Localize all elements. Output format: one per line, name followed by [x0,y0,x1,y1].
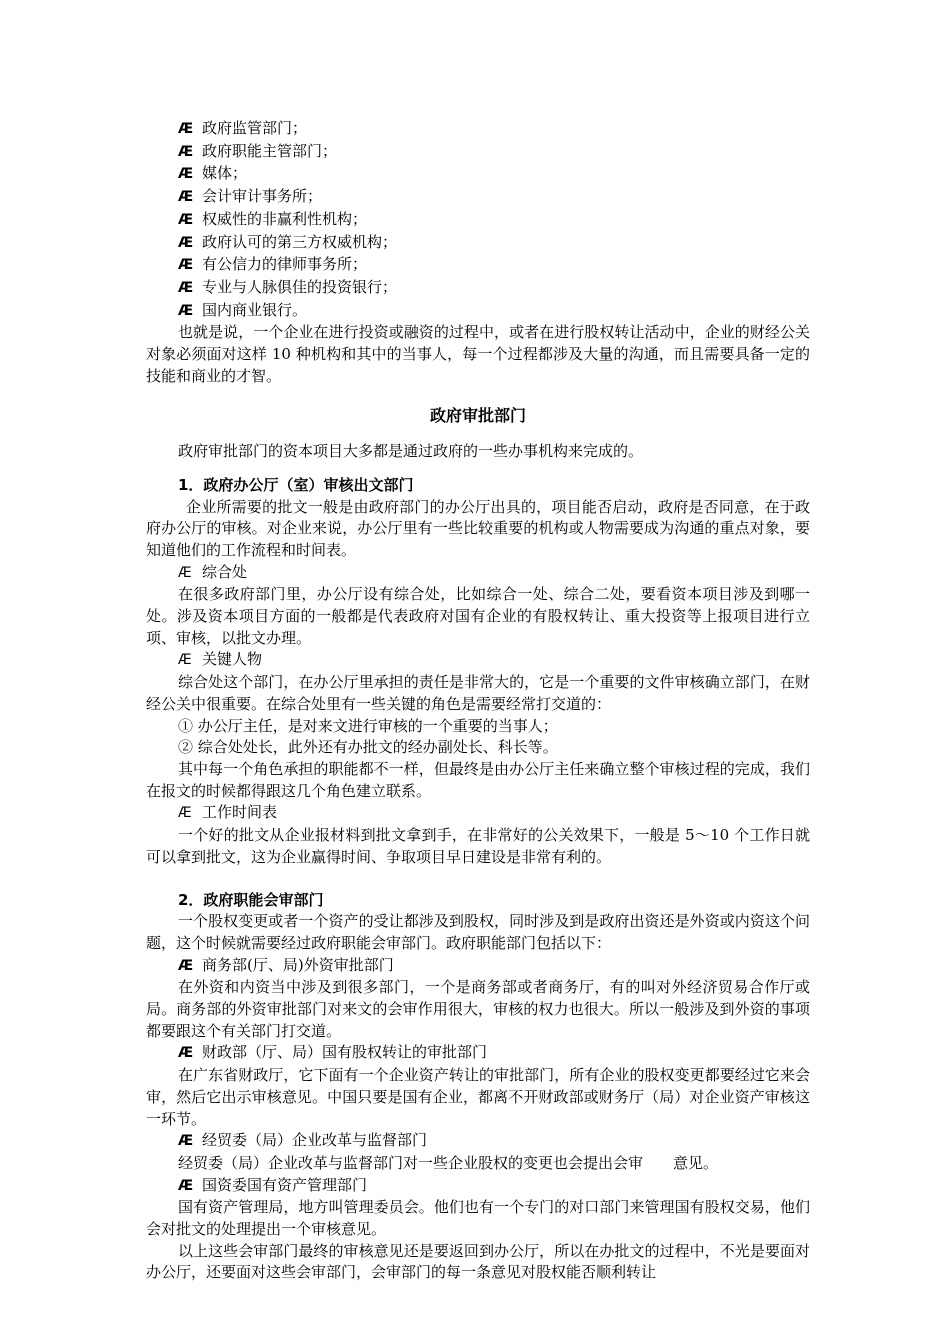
part1-sub1-text: 在很多政府部门里，办公厅设有综合处，比如综合一处、综合二处，要看资本项目涉及到哪一处。涉及资本项目方面的一般都是代表政府对国有企业的有股权转让、重大投资等上报项目进行立项、审核，以批文办理。 [146,585,810,647]
list-item [146,254,810,277]
part1-sub2-after: 其中每一个角色承担的职能都不一样，但最终是由办公厅主任来确立整个审核过程的完成，我们在报文的时候都得跟这几个角色建立联系。 [146,759,810,800]
bullet-icon: Æ [178,257,194,274]
list-item-text: 会计审计事务所； [202,187,323,206]
bullet-icon: Æ [178,805,192,822]
part2-heading: 2．政府职能会审部门 [178,890,324,909]
part2-sub3-label: Æ 经贸委（局）企业改革与监督部门 [146,1130,810,1153]
list-item [146,118,810,141]
bullet-icon: Æ [178,1133,194,1150]
list-item [146,186,810,209]
bullet-icon: Æ [178,957,194,974]
bullet-icon: Æ [178,1045,194,1062]
bullet-icon: Æ [178,279,194,296]
bullet-icon: Æ [178,1177,194,1194]
list-item-text: 专业与人脉俱佳的投资银行； [202,277,398,296]
part2-intro: 一个股权变更或者一个资产的受让都涉及到股权，同时涉及到是政府出资还是外资或内资这个问题，这个时候就需要经过政府职能会审部门。政府职能部门包括以下： [146,912,810,952]
section-title: 政府审批部门 [429,406,526,426]
numbered-item: ① 办公厅主任，是对来文进行审核的一个重要的当事人； [178,716,558,735]
list-item [146,163,810,186]
part2-sub1-text: 在外资和内资当中涉及到很多部门，一个是商务部或者商务厅，有的叫对外经济贸易合作厅或局。商务部的外资审批部门对来文的会审作用很大，审核的权力也很大。所以一般涉及到外资的事项都要跟这个有关部门打交道。 [146,978,810,1040]
bullet-icon: Æ [178,211,194,228]
bullet-icon: Æ [178,564,192,581]
part2-sub4-label: Æ 国资委国有资产管理部门 [146,1175,810,1198]
list-item-text: 权威性的非赢利性机构； [202,209,368,228]
list-item-text: 政府职能主管部门； [202,141,338,160]
bullet-icon: Æ [178,652,192,669]
list-item [146,277,810,300]
bullet-icon: Æ [178,166,194,183]
list-item-text: 国内商业银行。 [202,300,308,319]
bullet-icon: Æ [178,189,194,206]
part2-sub2-text: 在广东省财政厅，它下面有一个企业资产转让的审批部门，所有企业的股权变更都要经过它来会审，然后它出示审核意见。中国只要是国有企业，都离不开财政部或财务厅（局）对企业资产审核这一环节。 [146,1066,810,1128]
summary-paragraph: 也就是说，一个企业在进行投资或融资的过程中，或者在进行股权转让活动中，企业的财经公关对象必须面对这样 10 种机构和其中的当事人，每一个过程都涉及大量的沟通，而且需要具备一定的技能和商业的才智。 [146,323,810,385]
part2-sub4-text: 国有资产管理局，地方叫管理委员会。他们也有一个专门的对口部门来管理国有股权交易，他们会对批文的处理提出一个审核意见。 [146,1198,810,1239]
bullet-icon: Æ [178,143,194,160]
list-item [146,209,810,232]
part2-sub1-label: Æ 商务部(厅、局)外资审批部门 [146,955,810,978]
list-item [146,232,810,255]
numbered-item: ② 综合处处长，此外还有办批文的经办副处长、科长等。 [178,738,558,757]
part1-sub1-label: Æ 综合处 [146,562,810,585]
bullet-icon: Æ [178,234,194,251]
list-item-text: 媒体； [202,164,248,183]
section-intro: 政府审批部门的资本项目大多都是通过政府的一些办事机构来完成的。 [178,442,644,461]
list-item [146,300,810,323]
part2-closing: 以上这些会审部门最终的审核意见还是要返回到办公厅，所以在办批文的过程中，不光是要面对办公厅，还要面对这些会审部门，会审部门的每一条意见对股权能否顺利转让 [146,1241,810,1282]
part1-sub2-label: Æ 关键人物 [146,649,810,672]
institution-list [146,118,810,322]
list-item-text: 政府认可的第三方权威机构； [202,232,398,251]
part2-sub3-text: 经贸委（局）企业改革与监督部门对一些企业股权的变更也会提出会审 意见。 [178,1153,719,1172]
part1-sub3-label: Æ 工作时间表 [146,802,810,825]
document-page [146,118,810,1284]
bullet-icon: Æ [178,121,194,137]
part1-intro: 企业所需要的批文一般是由政府部门的办公厅出具的，项目能否启动，政府是否同意，在于政府办公厅的审核。对企业来说，办公厅里有一些比较重要的机构或人物需要成为沟通的重点对象，要知道他们的工作流程和时间表。 [146,497,810,559]
part1-sub2-text: 综合处这个部门，在办公厅里承担的责任是非常大的，它是一个重要的文件审核确立部门，在财经公关中很重要。在综合处里有一些关键的角色是需要经常打交道的： [146,673,810,713]
list-item-text: 有公信力的律师事务所； [202,255,368,274]
list-item-text: 政府监管部门； [202,119,308,137]
part1-sub3-text: 一个好的批文从企业报材料到批文拿到手，在非常好的公关效果下，一般是 5～10 个工作日就可以拿到批文，这为企业赢得时间、争取项目早日建设是非常有利的。 [146,826,810,866]
bullet-icon: Æ [178,302,194,319]
part2-sub2-label: Æ 财政部（厅、局）国有股权转让的审批部门 [146,1042,810,1065]
part1-heading: 1．政府办公厅（室）审核出文部门 [178,475,414,494]
list-item [146,141,810,164]
